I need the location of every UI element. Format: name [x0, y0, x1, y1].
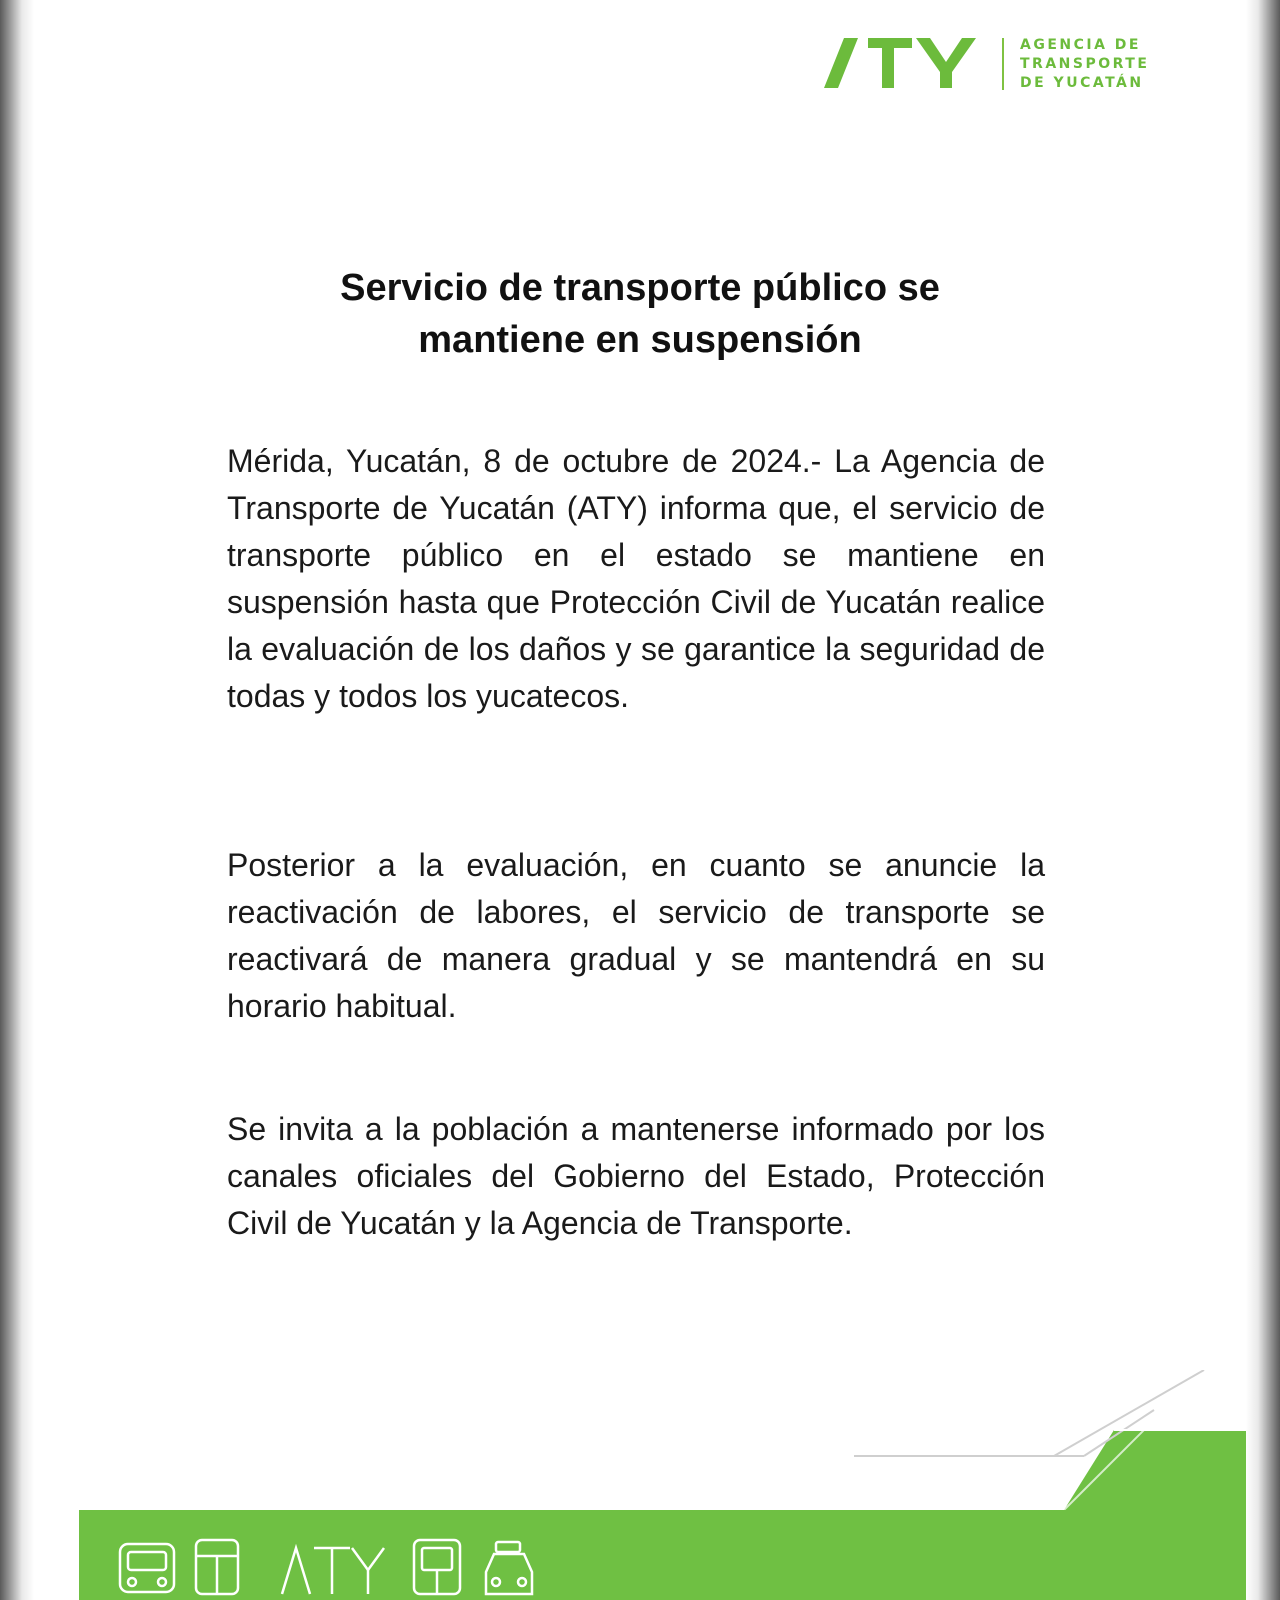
taxi-icon	[486, 1542, 532, 1594]
agency-name-line-2: TRANSPORTE	[1020, 56, 1150, 72]
paragraph-reactivation: Posterior a la evaluación, en cuanto se anuncie la reactivación de labores, el servicio de transporte se reactivará de manera gradual y se mantendrá en su horario habitual.	[227, 847, 1045, 1024]
agency-name-line-1: AGENCIA DE	[1020, 37, 1141, 53]
title-line-1: Servicio de transporte público se	[340, 267, 940, 309]
agency-name-line-3: DE YUCATÁN	[1020, 75, 1144, 91]
paragraph-information-channels: Se invita a la población a mantenerse informado por los canales oficiales del Gobierno del Estado, Protección Civil de Yucatán y la Agencia de Transporte.	[227, 1111, 1045, 1241]
aty-logo-icon	[282, 1548, 384, 1594]
agency-name	[1020, 36, 1190, 93]
title-line-2: mantiene en suspensión	[418, 319, 862, 361]
tram-icon	[414, 1540, 460, 1594]
logo-divider	[1002, 38, 1004, 90]
footer-vehicle-icons	[114, 1536, 584, 1600]
aty-logo-mark-icon	[824, 34, 984, 90]
document-page	[34, 0, 1246, 1600]
document-title	[214, 262, 1066, 366]
paragraph-announcement: Mérida, Yucatán, 8 de octubre de 2024.- La Agencia de Transporte de Yucatán (ATY) informa que, el servicio de transporte público en el estado se mantiene en suspensión hasta que Protección Civil de Yucatán realice la evaluación de los daños y se garantice la seguridad de todas y todos los yucatecos.	[227, 443, 1045, 714]
agency-logo	[824, 30, 1184, 100]
bus-front-icon	[120, 1544, 174, 1592]
bus-icon	[196, 1540, 238, 1594]
